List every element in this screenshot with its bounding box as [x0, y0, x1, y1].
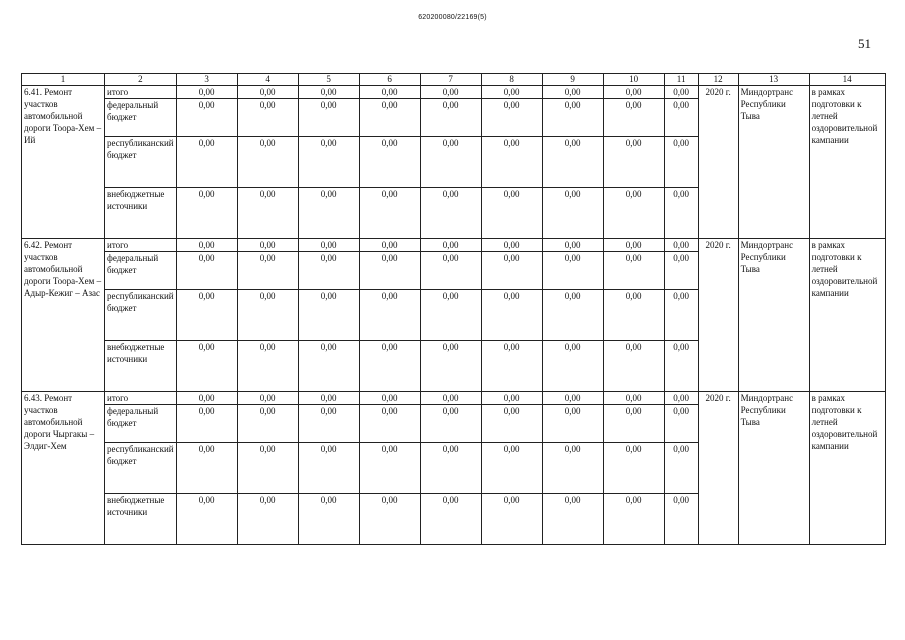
header-col-8: 8: [481, 74, 542, 86]
amount-cell: 0,00: [176, 443, 237, 494]
document-id: 620200080/22169(5): [418, 14, 487, 21]
amount-cell: 0,00: [542, 86, 603, 99]
amount-cell: 0,00: [420, 239, 481, 252]
amount-cell: 0,00: [481, 290, 542, 341]
amount-cell: 0,00: [420, 392, 481, 405]
amount-cell: 0,00: [298, 86, 359, 99]
table-row: [22, 239, 886, 252]
amount-cell: 0,00: [237, 239, 298, 252]
amount-cell: 0,00: [481, 188, 542, 239]
amount-cell: 0,00: [237, 99, 298, 137]
amount-cell: 0,00: [359, 239, 420, 252]
amount-cell: 0,00: [481, 239, 542, 252]
table-row: [22, 86, 886, 99]
executor-cell: Миндортранс Республики Тыва: [738, 239, 809, 392]
year-cell: 2020 г.: [698, 392, 738, 545]
page-number: 51: [858, 36, 871, 51]
amount-cell: 0,00: [176, 239, 237, 252]
amount-cell: 0,00: [298, 239, 359, 252]
funding-source-cell: внебюджетные источники: [105, 494, 177, 545]
amount-cell: 0,00: [481, 137, 542, 188]
amount-cell: 0,00: [237, 392, 298, 405]
amount-cell: 0,00: [542, 188, 603, 239]
executor-cell: Миндортранс Республики Тыва: [738, 392, 809, 545]
amount-cell: 0,00: [176, 86, 237, 99]
amount-cell: 0,00: [481, 99, 542, 137]
note-cell: в рамках подготовки к летней оздоровительной кампании: [809, 239, 885, 392]
header-col-5: 5: [298, 74, 359, 86]
amount-cell: 0,00: [237, 290, 298, 341]
amount-cell: 0,00: [542, 290, 603, 341]
amount-cell: 0,00: [603, 188, 664, 239]
year-cell: 2020 г.: [698, 239, 738, 392]
amount-cell: 0,00: [176, 99, 237, 137]
amount-cell: 0,00: [420, 443, 481, 494]
amount-cell: 0,00: [359, 443, 420, 494]
funding-source-cell: республиканский бюджет: [105, 137, 177, 188]
amount-cell: 0,00: [603, 494, 664, 545]
amount-cell: 0,00: [542, 405, 603, 443]
year-cell: 2020 г.: [698, 86, 738, 239]
funding-source-cell: федеральный бюджет: [105, 405, 177, 443]
amount-cell: 0,00: [603, 405, 664, 443]
amount-cell: 0,00: [176, 290, 237, 341]
amount-cell: 0,00: [542, 137, 603, 188]
amount-cell: 0,00: [603, 290, 664, 341]
amount-cell: 0,00: [420, 137, 481, 188]
amount-cell: 0,00: [664, 290, 698, 341]
header-col-11: 11: [664, 74, 698, 86]
funding-source-cell: республиканский бюджет: [105, 290, 177, 341]
header-col-9: 9: [542, 74, 603, 86]
amount-cell: 0,00: [481, 341, 542, 392]
amount-cell: 0,00: [420, 341, 481, 392]
amount-cell: 0,00: [481, 86, 542, 99]
funding-source-cell: итого: [105, 392, 177, 405]
amount-cell: 0,00: [664, 392, 698, 405]
amount-cell: 0,00: [298, 290, 359, 341]
amount-cell: 0,00: [298, 99, 359, 137]
amount-cell: 0,00: [481, 405, 542, 443]
amount-cell: 0,00: [481, 392, 542, 405]
header-col-3: 3: [176, 74, 237, 86]
measure-name-cell: 6.41. Ремонт участков автомобильной дороги Тоора-Хем – Ий: [22, 86, 105, 239]
amount-cell: 0,00: [664, 443, 698, 494]
funding-source-cell: федеральный бюджет: [105, 252, 177, 290]
amount-cell: 0,00: [420, 494, 481, 545]
amount-cell: 0,00: [359, 392, 420, 405]
amount-cell: 0,00: [359, 188, 420, 239]
amount-cell: 0,00: [603, 443, 664, 494]
amount-cell: 0,00: [298, 137, 359, 188]
amount-cell: 0,00: [359, 137, 420, 188]
amount-cell: 0,00: [298, 405, 359, 443]
amount-cell: 0,00: [359, 86, 420, 99]
amount-cell: 0,00: [237, 405, 298, 443]
amount-cell: 0,00: [664, 252, 698, 290]
amount-cell: 0,00: [542, 494, 603, 545]
header-col-12: 12: [698, 74, 738, 86]
amount-cell: 0,00: [542, 99, 603, 137]
amount-cell: 0,00: [664, 188, 698, 239]
executor-cell: Миндортранс Республики Тыва: [738, 86, 809, 239]
header-row: [22, 74, 886, 86]
header-col-13: 13: [738, 74, 809, 86]
amount-cell: 0,00: [481, 252, 542, 290]
amount-cell: 0,00: [603, 137, 664, 188]
amount-cell: 0,00: [664, 341, 698, 392]
amount-cell: 0,00: [359, 252, 420, 290]
amount-cell: 0,00: [603, 392, 664, 405]
amount-cell: 0,00: [176, 341, 237, 392]
amount-cell: 0,00: [664, 494, 698, 545]
amount-cell: 0,00: [542, 239, 603, 252]
note-cell: в рамках подготовки к летней оздоровительной кампании: [809, 392, 885, 545]
amount-cell: 0,00: [359, 494, 420, 545]
funding-source-cell: республиканский бюджет: [105, 443, 177, 494]
amount-cell: 0,00: [603, 86, 664, 99]
header-col-1: 1: [22, 74, 105, 86]
amount-cell: 0,00: [176, 405, 237, 443]
amount-cell: 0,00: [664, 137, 698, 188]
amount-cell: 0,00: [237, 137, 298, 188]
funding-source-cell: внебюджетные источники: [105, 188, 177, 239]
measure-name-cell: 6.43. Ремонт участков автомобильной дороги Чыргакы – Элдиг-Хем: [22, 392, 105, 545]
note-cell: в рамках подготовки к летней оздоровительной кампании: [809, 86, 885, 239]
amount-cell: 0,00: [664, 239, 698, 252]
measure-name-cell: 6.42. Ремонт участков автомобильной дороги Тоора-Хем – Адыр-Кежиг – Азас: [22, 239, 105, 392]
header-col-14: 14: [809, 74, 885, 86]
amount-cell: 0,00: [298, 252, 359, 290]
amount-cell: 0,00: [542, 341, 603, 392]
amount-cell: 0,00: [237, 86, 298, 99]
amount-cell: 0,00: [298, 494, 359, 545]
amount-cell: 0,00: [176, 392, 237, 405]
funding-source-cell: внебюджетные источники: [105, 341, 177, 392]
amount-cell: 0,00: [420, 290, 481, 341]
amount-cell: 0,00: [237, 252, 298, 290]
amount-cell: 0,00: [420, 405, 481, 443]
funding-source-cell: итого: [105, 86, 177, 99]
header-col-10: 10: [603, 74, 664, 86]
amount-cell: 0,00: [603, 239, 664, 252]
amount-cell: 0,00: [359, 405, 420, 443]
amount-cell: 0,00: [420, 99, 481, 137]
program-table: [21, 73, 886, 545]
amount-cell: 0,00: [298, 392, 359, 405]
amount-cell: 0,00: [298, 443, 359, 494]
amount-cell: 0,00: [176, 252, 237, 290]
amount-cell: 0,00: [420, 86, 481, 99]
amount-cell: 0,00: [237, 188, 298, 239]
amount-cell: 0,00: [603, 99, 664, 137]
amount-cell: 0,00: [176, 188, 237, 239]
amount-cell: 0,00: [420, 252, 481, 290]
amount-cell: 0,00: [420, 188, 481, 239]
amount-cell: 0,00: [664, 99, 698, 137]
header-col-6: 6: [359, 74, 420, 86]
amount-cell: 0,00: [542, 392, 603, 405]
amount-cell: 0,00: [237, 494, 298, 545]
amount-cell: 0,00: [603, 252, 664, 290]
funding-source-cell: итого: [105, 239, 177, 252]
amount-cell: 0,00: [664, 86, 698, 99]
table-body: [22, 74, 886, 545]
amount-cell: 0,00: [481, 443, 542, 494]
amount-cell: 0,00: [542, 443, 603, 494]
amount-cell: 0,00: [298, 188, 359, 239]
amount-cell: 0,00: [359, 341, 420, 392]
amount-cell: 0,00: [176, 494, 237, 545]
amount-cell: 0,00: [359, 99, 420, 137]
amount-cell: 0,00: [359, 290, 420, 341]
header-col-4: 4: [237, 74, 298, 86]
header-col-7: 7: [420, 74, 481, 86]
header-col-2: 2: [105, 74, 177, 86]
amount-cell: 0,00: [176, 137, 237, 188]
amount-cell: 0,00: [481, 494, 542, 545]
funding-source-cell: федеральный бюджет: [105, 99, 177, 137]
amount-cell: 0,00: [237, 443, 298, 494]
amount-cell: 0,00: [542, 252, 603, 290]
amount-cell: 0,00: [298, 341, 359, 392]
amount-cell: 0,00: [664, 405, 698, 443]
amount-cell: 0,00: [603, 341, 664, 392]
amount-cell: 0,00: [237, 341, 298, 392]
table-row: [22, 392, 886, 405]
